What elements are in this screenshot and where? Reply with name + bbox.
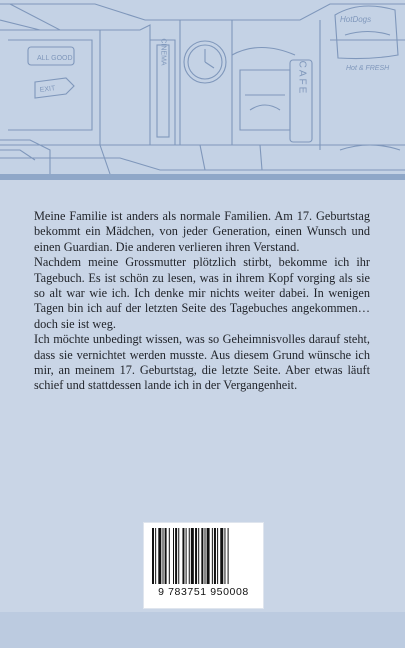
barcode-bar xyxy=(186,528,187,584)
barcode-bar xyxy=(158,528,161,584)
bottom-strip xyxy=(0,612,405,648)
barcode-bar xyxy=(173,528,174,584)
sign-cinema: CINEMA xyxy=(159,38,167,66)
divider-band xyxy=(0,174,405,180)
barcode-bar xyxy=(205,528,206,584)
diner-line-art xyxy=(0,0,405,176)
sign-hot-fresh: Hot & FRESH xyxy=(346,65,390,72)
barcode-bar xyxy=(175,528,177,584)
barcode-bar xyxy=(189,528,190,584)
barcode-bar xyxy=(195,528,197,584)
barcode-bar xyxy=(201,528,203,584)
barcode-bar xyxy=(212,528,213,584)
barcode-bar xyxy=(207,528,210,584)
barcode-bar xyxy=(165,528,167,584)
back-cover-blurb xyxy=(34,209,370,394)
barcode-bar xyxy=(178,528,179,584)
sign-cafe: CAFE xyxy=(296,60,308,96)
sign-all-good: ALL GOOD xyxy=(37,55,73,62)
barcode-bar xyxy=(217,528,218,584)
blurb-paragraph-3: Ich möchte unbedingt wissen, was so Geheimnisvolles darauf steht, dass sie vernichtet werden musste. Aus diesem Grund wünsche ich mir, an meinem 17. Geburtstag, die letzte Seite. Aber etwas läuft schief und stattdessen lande ich in der Vergangenheit. xyxy=(34,332,370,393)
blurb-paragraph-2: Nachdem meine Grossmutter plötzlich stirbt, bekomme ich ihr Tagebuch. Es ist schön zu lesen, was in ihrem Kopf vorging als sie so alt war wie ich. Ich denke mir nichts weiter dabei. In wenigen Tagen bin ich auf der letzten Seite des Tagebuches angekommen… doch sie ist weg. xyxy=(34,255,370,331)
barcode-bar xyxy=(169,528,170,584)
sign-exit: EXIT xyxy=(39,85,56,94)
barcode-bars xyxy=(152,528,255,584)
barcode-bar xyxy=(198,528,199,584)
blurb-paragraph-1: Meine Familie ist anders als normale Familien. Am 17. Geburtstag bekommt ein Mädchen, von jeder Generation, einen Wunsch und einen Guardian. Die anderen verlieren ihren Verstand. xyxy=(34,209,370,254)
barcode-bar xyxy=(163,528,164,584)
sign-hotdogs: HotDogs xyxy=(340,15,372,24)
isbn-barcode xyxy=(143,522,264,609)
barcode-bar xyxy=(224,528,225,584)
barcode-bar xyxy=(228,528,229,584)
barcode-bar xyxy=(155,528,156,584)
barcode-bar xyxy=(191,528,194,584)
barcode-bar xyxy=(214,528,216,584)
barcode-bar xyxy=(152,528,154,584)
barcode-bar xyxy=(220,528,223,584)
barcode-bar xyxy=(182,528,184,584)
barcode-number: 9 783751 950008 xyxy=(158,586,249,598)
cover-illustration xyxy=(0,0,405,176)
